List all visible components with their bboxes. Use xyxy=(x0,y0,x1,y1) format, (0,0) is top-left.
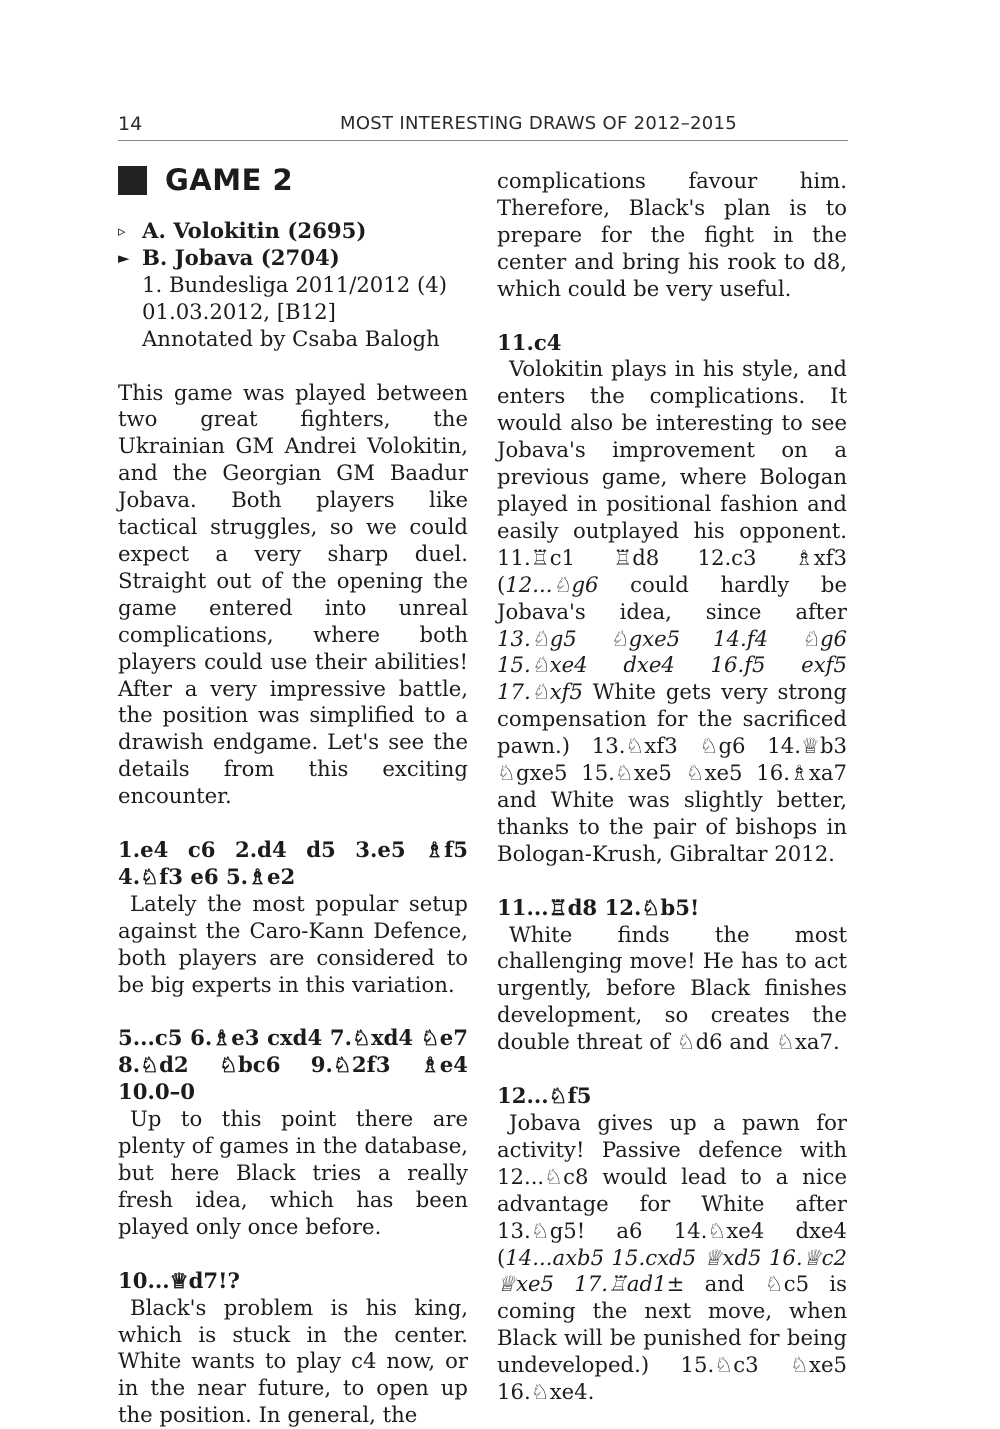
comment-4-part-b: could hardly be Jobava's idea, since after xyxy=(497,571,847,624)
right-column xyxy=(497,168,847,1406)
event: 1. Bundesliga 2011/2012 (4) xyxy=(142,271,447,297)
black-triangle-icon: ► xyxy=(118,248,130,267)
intro-paragraph: This game was played between two great fighters, the Ukrainian GM Andrei Volokitin, and the Georgian GM Baadur Jobava. Both players like tactical struggles, so we could expect a very sharp duel. Straight out of the opening the game entered into unreal complications, where both players could use their abilities! After a very impressive battle, the position was simplified to a drawish endgame. Let's see the details from this exciting encounter. xyxy=(118,379,468,809)
page-number: 14 xyxy=(118,113,143,135)
moves-heading-6: 12...♘f5 xyxy=(497,1083,592,1109)
comment-4-variation-1: 12...♘g6 xyxy=(505,571,599,597)
running-header xyxy=(118,108,848,141)
comment-paragraph-3: Black's problem is his king, which is stuck in the center. White wants to play c4 now, or in the near future, to open up the position. In general, the xyxy=(118,1294,468,1428)
comment-paragraph-4 xyxy=(497,356,847,867)
comment-paragraph-6 xyxy=(497,1110,847,1406)
comment-paragraph-1: Lately the most popular setup against the Caro-Kann Defence, both players are considered to be big experts in this variation. xyxy=(118,890,468,997)
comment-6-part-b: and ♘c5 is coming the next move, when Black will be punished for being undeveloped.) 15.♘c3 ♘xe5 16.♘xe4. xyxy=(497,1271,847,1405)
black-player xyxy=(118,245,468,272)
annotator: Annotated by Csaba Balogh xyxy=(142,325,440,351)
running-title: MOST INTERESTING DRAWS OF 2012–2015 xyxy=(340,113,737,134)
white-player-name: A. Volokitin (2695) xyxy=(142,218,367,243)
white-player xyxy=(118,218,468,245)
moves-heading-1: 1.e4 c6 2.d4 d5 3.e5 ♗f5 4.♘f3 e6 5.♗e2 xyxy=(118,837,468,889)
game-heading xyxy=(118,160,468,200)
white-triangle-icon: ▹ xyxy=(118,222,126,240)
moves-heading-4: 11.c4 xyxy=(497,329,562,355)
comment-4-part-c: White gets very strong compensation for the sacrificed pawn.) 13.♘xf3 ♘g6 14.♕b3 ♘gxe5 15.♘xe5 ♘xe5 16.♗xa7 and White was slightly better, thanks to the pair of bishops in Bologan-Krush, Gibraltar 2012. xyxy=(497,679,847,866)
comment-paragraph-5: White finds the most challenging move! He has to act urgently, before Black finishes development, so creates the double threat of ♘d6 and ♘xa7. xyxy=(497,921,847,1055)
comment-4-variation-2: 13.♘g5 ♘gxe5 14.f4 ♘g6 15.♘xe4 dxe4 16.f5 exf5 17.♘xf5 xyxy=(497,625,847,705)
date-eco: 01.03.2012, [B12] xyxy=(142,298,336,324)
game-title: GAME 2 xyxy=(165,162,294,197)
black-player-name: B. Jobava (2704) xyxy=(142,244,340,270)
moves-heading-5: 11...♖d8 12.♘b5! xyxy=(497,894,700,920)
left-column xyxy=(118,160,468,1429)
comment-4-part-a: Volokitin plays in his style, and enters the complications. It would also be interesting to see Jobava's improvement on a previous game, where Bologan played in positional fashion and easily outplayed his opponent. 11.♖c1 ♖d8 12.c3 ♗xf3 ( xyxy=(497,356,847,597)
continuation-paragraph: complications favour him. Therefore, Black's plan is to prepare for the fight in the center and bring his rook to d8, which could be very useful. xyxy=(497,168,847,301)
moves-heading-2: 5...c5 6.♗e3 cxd4 7.♘xd4 ♘e7 8.♘d2 ♘bc6 9.♘2f3 ♗e4 10.0–0 xyxy=(118,1025,468,1105)
comment-paragraph-2: Up to this point there are plenty of games in the database, but here Black tries a really fresh idea, which has been played only once before. xyxy=(118,1106,468,1239)
square-bullet-icon xyxy=(118,166,147,195)
comment-6-part-a: Jobava gives up a pawn for activity! Passive defence with 12...♘c8 would lead to a nice advantage for White after 13.♘g5! a6 14.♘xe4 dxe4 ( xyxy=(497,1110,847,1270)
moves-heading-3: 10...♕d7!? xyxy=(118,1267,240,1293)
comment-6-variation-1: 14...axb5 15.cxd5 ♕xd5 16.♕c2 ♕xe5 17.♖ad1± xyxy=(497,1244,847,1297)
